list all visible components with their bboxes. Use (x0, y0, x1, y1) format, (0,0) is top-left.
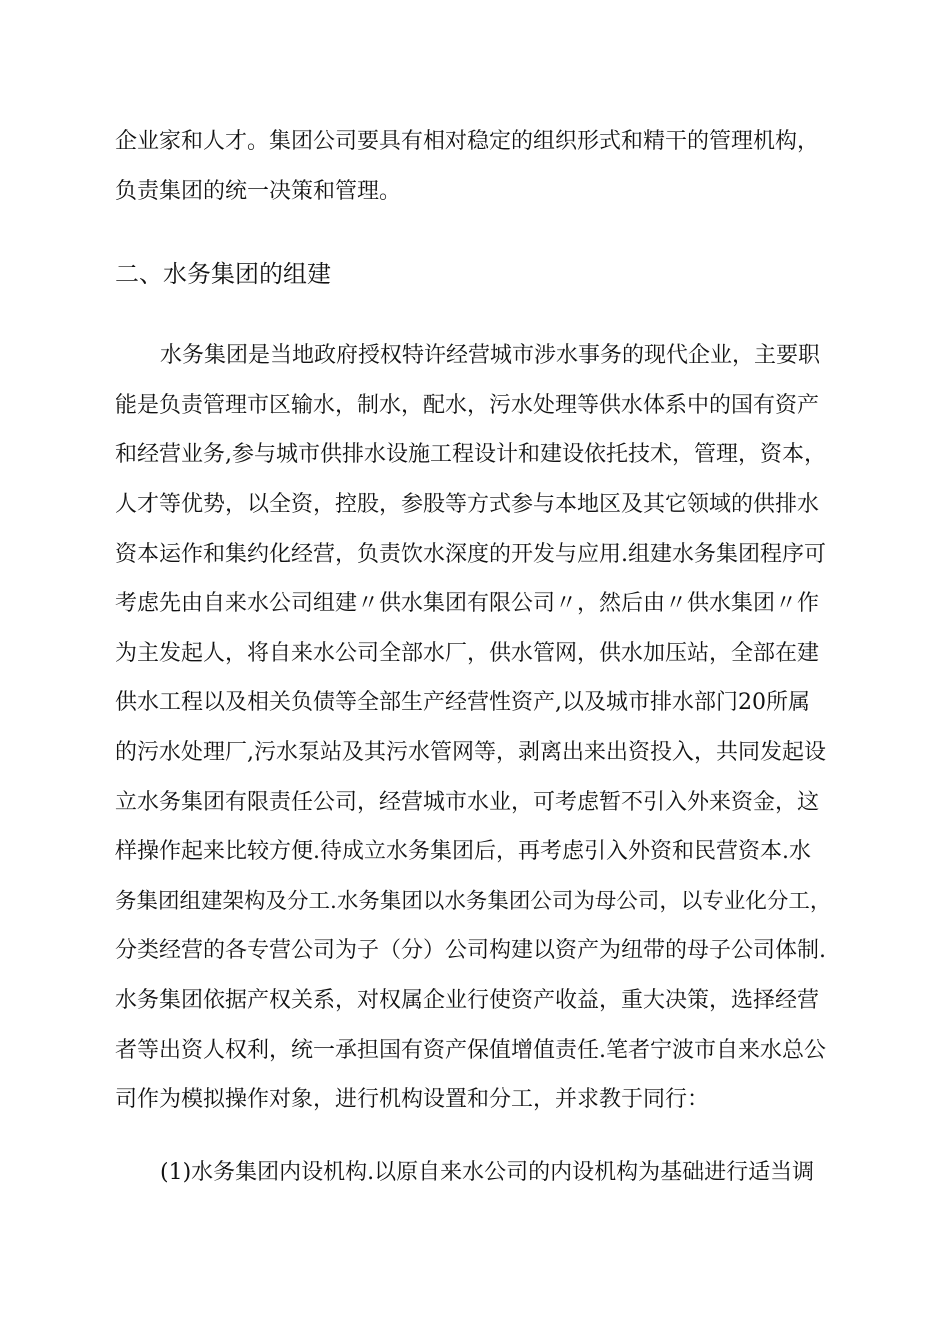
paragraph-line: 考虑先由自来水公司组建〃供水集团有限公司〃，然后由〃供水集团〃作 (115, 591, 820, 616)
intro-line-2: 负责集团的统一决策和管理。 (115, 179, 402, 204)
paragraph-line: 者等出资人权利，统一承担国有资产保值增值责任.笔者宁波市自来水总公 (115, 1038, 826, 1063)
paragraph-line: 司作为模拟操作对象，进行机构设置和分工，并求教于同行： (115, 1087, 710, 1112)
paragraph-line: 的污水处理厂,污水泵站及其污水管网等，剥离出来出资投入，共同发起设 (115, 740, 826, 765)
paragraph-line: 水务集团是当地政府授权特许经营城市涉水事务的现代企业，主要职 (160, 343, 821, 368)
paragraph-line: 和经营业务,参与城市供排水设施工程设计和建设依托技术，管理，资本， (115, 442, 826, 467)
paragraph-line: 资本运作和集约化经营，负责饮水深度的开发与应用.组建水务集团程序可 (115, 542, 826, 567)
paragraph-line: 分类经营的各专营公司为子（分）公司构建以资产为纽带的母子公司体制. (115, 938, 826, 963)
paragraph-line: 供水工程以及相关负债等全部生产经营性资产,以及城市排水部门20所属 (115, 690, 810, 715)
paragraph-line: 为主发起人，将自来水公司全部水厂，供水管网，供水加压站，全部在建 (115, 641, 820, 666)
paragraph-line: 立水务集团有限责任公司，经营城市水业，可考虑暂不引入外来资金，这 (115, 790, 820, 815)
paragraph-line: (1)水务集团内设机构.以原自来水公司的内设机构为基础进行适当调 (160, 1160, 815, 1185)
paragraph-line: 人才等优势，以全资，控股，参股等方式参与本地区及其它领域的供排水 (115, 492, 820, 517)
section-heading: 二、水务集团的组建 (115, 260, 331, 288)
paragraph-line: 样操作起来比较方便.待成立水务集团后，再考虑引入外资和民营资本.水 (115, 839, 811, 864)
intro-line-1: 企业家和人才。集团公司要具有相对稳定的组织形式和精干的管理机构， (115, 129, 820, 154)
paragraph-line: 务集团组建架构及分工.水务集团以水务集团公司为母公司，以专业化分工， (115, 889, 832, 914)
paragraph-line: 能是负责管理市区输水，制水，配水，污水处理等供水体系中的国有资产 (115, 393, 820, 418)
paragraph-line: 水务集团依据产权关系，对权属企业行使资产收益，重大决策，选择经营 (115, 988, 820, 1013)
